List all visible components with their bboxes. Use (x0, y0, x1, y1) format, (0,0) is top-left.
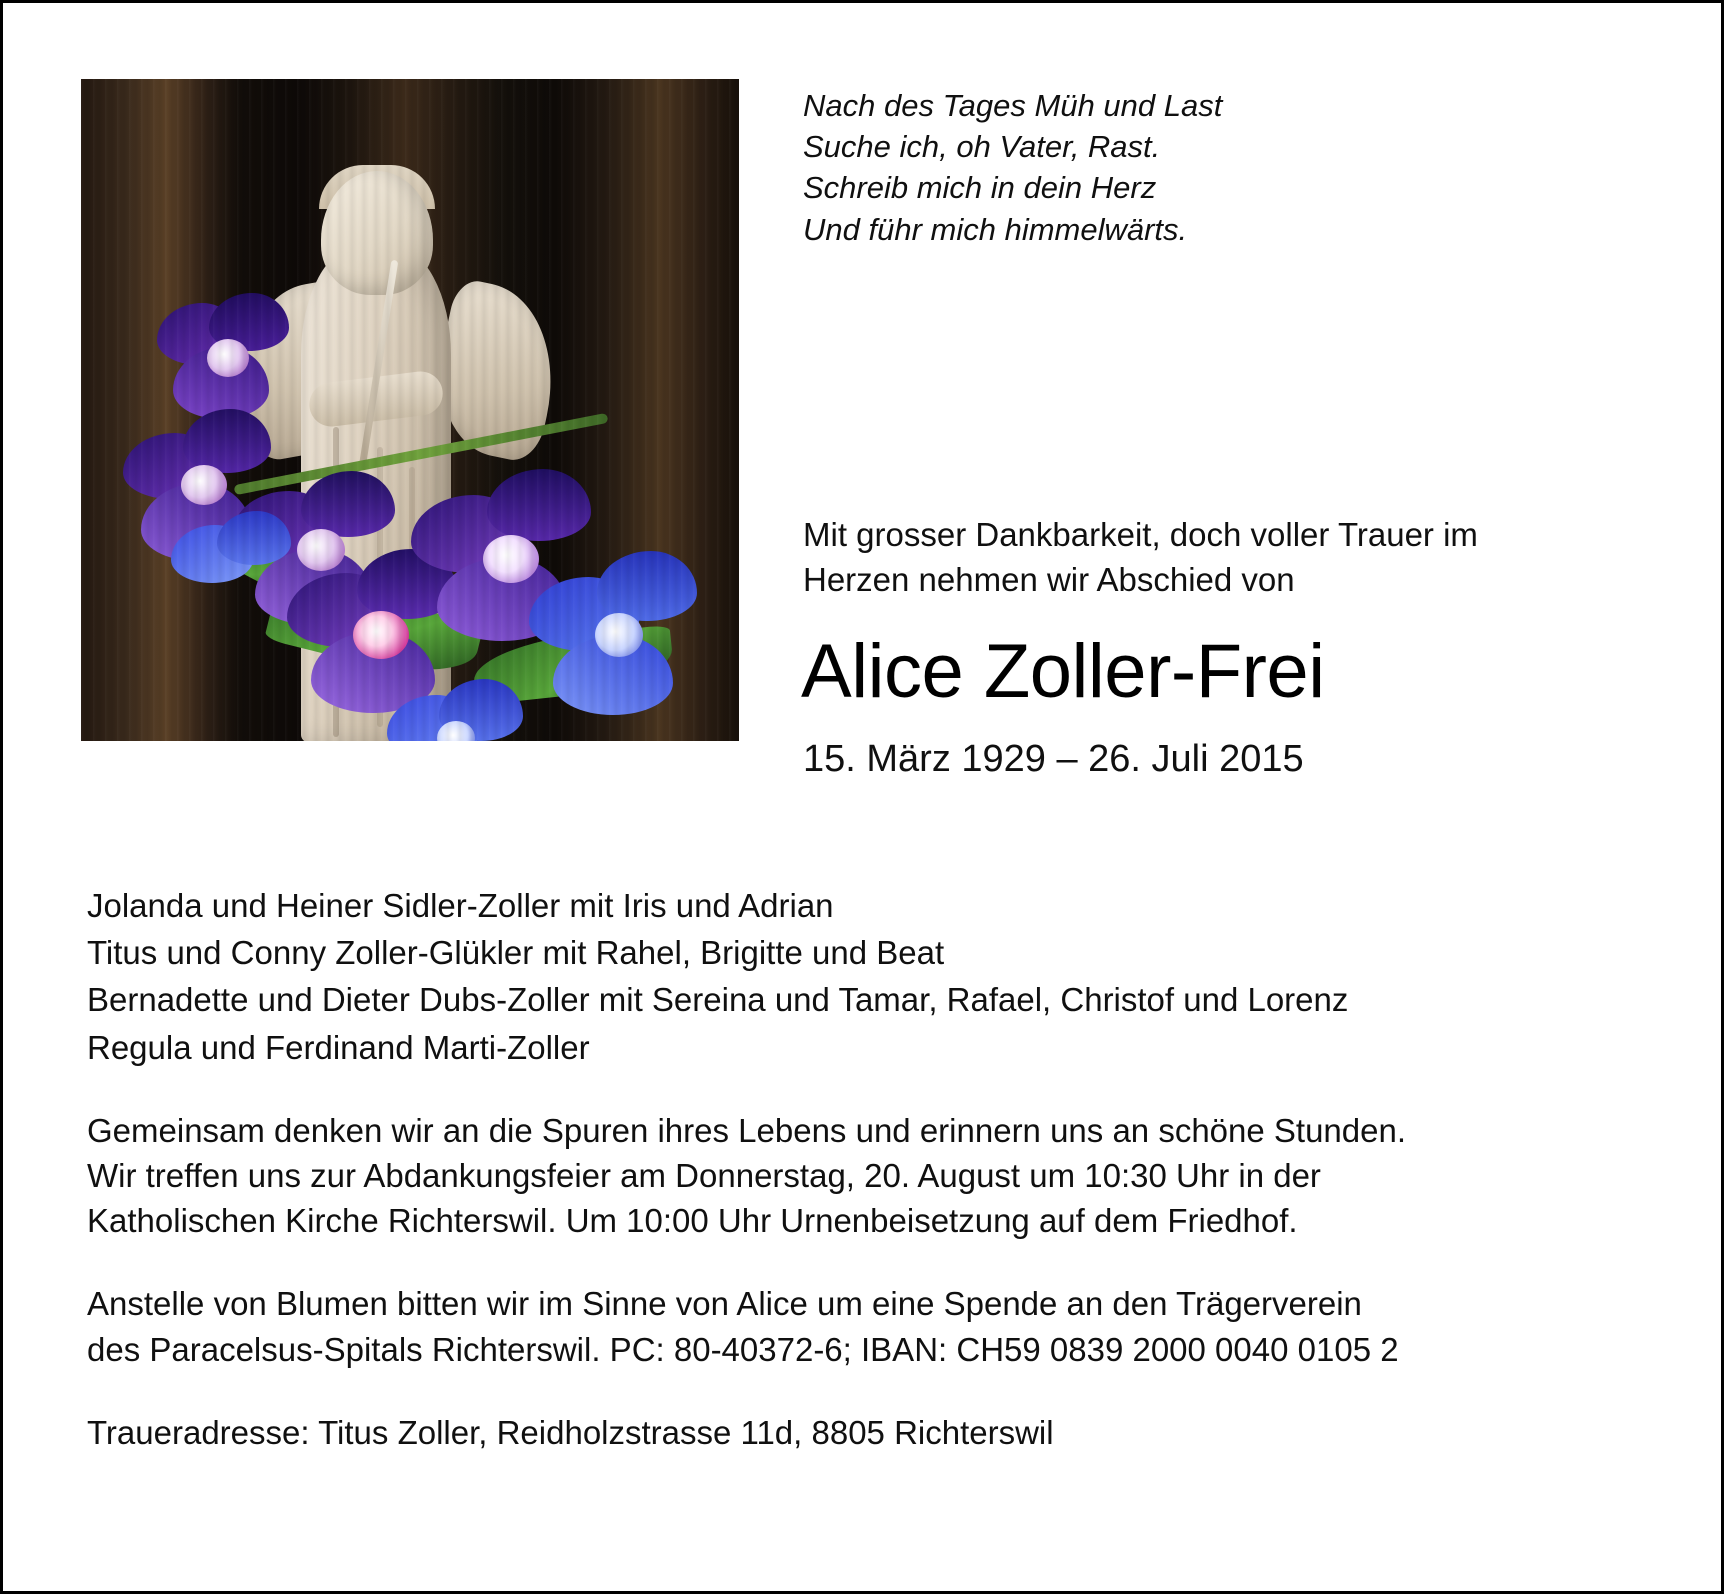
verse-line-2: Suche ich, oh Vater, Rast. (803, 129, 1161, 165)
service-line-3: Katholischen Kirche Richterswil. Um 10:00 Uhr Urnenbeisetzung auf dem Friedhof. (87, 1202, 1298, 1240)
verse-line-4: Und führ mich himmelwärts. (803, 211, 1188, 247)
memorial-verse (803, 85, 1663, 250)
donation-line-1: Anstelle von Blumen bitten wir im Sinne von Alice um eine Spende an den Trägerverein (87, 1285, 1362, 1323)
deceased-dates: 15. März 1929 – 26. Juli 2015 (803, 738, 1304, 780)
condolence-line: Traueradresse: Titus Zoller, Reidholzstrasse 11d, 8805 Richterswil (87, 1413, 1054, 1451)
service-line-2: Wir treffen uns zur Abdankungsfeier am Donnerstag, 20. August um 10:30 Uhr in der (87, 1157, 1321, 1195)
intro-line-1: Mit grosser Dankbarkeit, doch voller Trauer im (803, 516, 1478, 553)
donation-request (87, 1281, 1647, 1371)
top-section (3, 3, 1721, 780)
verse-line-3: Schreib mich in dein Herz (803, 170, 1157, 206)
service-line-1: Gemeinsam denken wir an die Spuren ihres Lebens und erinnern uns an schöne Stunden. (87, 1111, 1407, 1149)
verse-line-1: Nach des Tages Müh und Last (803, 88, 1223, 123)
farewell-intro (803, 513, 1683, 602)
condolence-address (87, 1410, 1647, 1455)
donation-line-2: des Paracelsus-Spitals Richterswil. PC: 80-40372-6; IBAN: CH59 0839 2000 0040 0105 2 (87, 1330, 1399, 1368)
intro-line-2: Herzen nehmen wir Abschied von (803, 560, 1295, 598)
family-line-2: Titus und Conny Zoller-Glükler mit Rahel, Brigitte und Beat (87, 934, 945, 972)
deceased-name: Alice Zoller-Frei (801, 629, 1325, 714)
family-line-3: Bernadette und Dieter Dubs-Zoller mit Sereina und Tamar, Rafael, Christof und Lorenz (87, 981, 1349, 1019)
family-members (87, 883, 1647, 1070)
family-line-1: Jolanda und Heiner Sidler-Zoller mit Iris und Adrian (87, 887, 834, 924)
angel-with-orchids-photo (81, 79, 739, 741)
photo-background-wooden-door (81, 79, 739, 741)
notice-body (87, 883, 1647, 1455)
orchid-bud (171, 511, 301, 635)
service-details (87, 1108, 1647, 1244)
family-line-4: Regula und Ferdinand Marti-Zoller (87, 1028, 590, 1066)
orchid-blossom (525, 551, 705, 721)
